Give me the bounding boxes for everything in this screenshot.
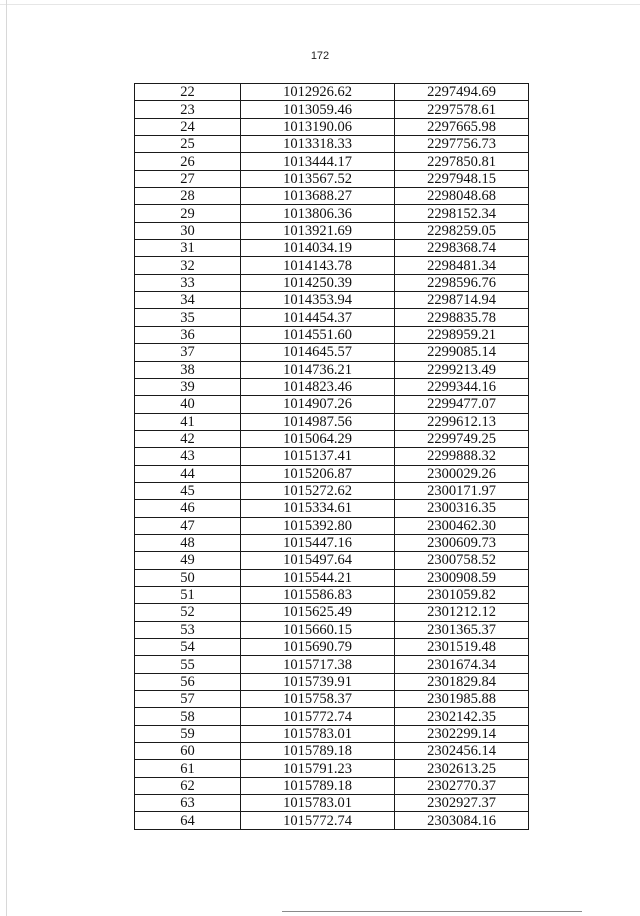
point-number-cell: 39	[135, 378, 241, 395]
table-row	[135, 292, 529, 309]
table-row	[135, 344, 529, 361]
y-coordinate-cell: 2301519.48	[395, 639, 529, 656]
y-coordinate-cell: 2299888.32	[395, 448, 529, 465]
table-row	[135, 760, 529, 777]
table-row	[135, 240, 529, 257]
point-number-cell: 62	[135, 777, 241, 794]
y-coordinate-cell: 2299612.13	[395, 413, 529, 430]
x-coordinate-cell: 1015497.64	[241, 552, 395, 569]
point-number-cell: 48	[135, 534, 241, 551]
y-coordinate-cell: 2297578.61	[395, 101, 529, 118]
table-row	[135, 413, 529, 430]
table-row	[135, 309, 529, 326]
table-row	[135, 205, 529, 222]
table-row	[135, 222, 529, 239]
point-number-cell: 31	[135, 240, 241, 257]
scan-line-bottom	[282, 911, 582, 912]
point-number-cell: 63	[135, 795, 241, 812]
y-coordinate-cell: 2297850.81	[395, 153, 529, 170]
y-coordinate-cell: 2297948.15	[395, 170, 529, 187]
point-number-cell: 23	[135, 101, 241, 118]
point-number-cell: 51	[135, 586, 241, 603]
y-coordinate-cell: 2301365.37	[395, 621, 529, 638]
x-coordinate-cell: 1015137.41	[241, 448, 395, 465]
scan-edge-top	[0, 4, 640, 5]
table-row	[135, 517, 529, 534]
x-coordinate-cell: 1014143.78	[241, 257, 395, 274]
point-number-cell: 55	[135, 656, 241, 673]
y-coordinate-cell: 2297665.98	[395, 118, 529, 135]
table-row	[135, 188, 529, 205]
point-number-cell: 40	[135, 396, 241, 413]
y-coordinate-cell: 2298368.74	[395, 240, 529, 257]
table-row	[135, 430, 529, 447]
y-coordinate-cell: 2300316.35	[395, 500, 529, 517]
x-coordinate-cell: 1013806.36	[241, 205, 395, 222]
y-coordinate-cell: 2300029.26	[395, 465, 529, 482]
table-row	[135, 257, 529, 274]
point-number-cell: 37	[135, 344, 241, 361]
x-coordinate-cell: 1015717.38	[241, 656, 395, 673]
y-coordinate-cell: 2299477.07	[395, 396, 529, 413]
table-row	[135, 326, 529, 343]
x-coordinate-cell: 1015783.01	[241, 795, 395, 812]
point-number-cell: 45	[135, 482, 241, 499]
table-row	[135, 569, 529, 586]
y-coordinate-cell: 2298048.68	[395, 188, 529, 205]
table-row	[135, 84, 529, 101]
x-coordinate-cell: 1015272.62	[241, 482, 395, 499]
table-row	[135, 274, 529, 291]
y-coordinate-cell: 2302770.37	[395, 777, 529, 794]
point-number-cell: 57	[135, 691, 241, 708]
x-coordinate-cell: 1014645.57	[241, 344, 395, 361]
point-number-cell: 59	[135, 725, 241, 742]
point-number-cell: 54	[135, 639, 241, 656]
x-coordinate-cell: 1015392.80	[241, 517, 395, 534]
table-row	[135, 691, 529, 708]
table-row	[135, 552, 529, 569]
y-coordinate-cell: 2299344.16	[395, 378, 529, 395]
point-number-cell: 34	[135, 292, 241, 309]
table-row	[135, 621, 529, 638]
coordinates-table	[134, 83, 529, 830]
x-coordinate-cell: 1013688.27	[241, 188, 395, 205]
point-number-cell: 64	[135, 812, 241, 829]
y-coordinate-cell: 2299085.14	[395, 344, 529, 361]
y-coordinate-cell: 2301059.82	[395, 586, 529, 603]
x-coordinate-cell: 1015586.83	[241, 586, 395, 603]
coordinates-table-body	[135, 84, 529, 830]
point-number-cell: 43	[135, 448, 241, 465]
y-coordinate-cell: 2299213.49	[395, 361, 529, 378]
point-number-cell: 61	[135, 760, 241, 777]
y-coordinate-cell: 2301674.34	[395, 656, 529, 673]
table-row	[135, 448, 529, 465]
y-coordinate-cell: 2302927.37	[395, 795, 529, 812]
table-row	[135, 170, 529, 187]
table-row	[135, 656, 529, 673]
y-coordinate-cell: 2297756.73	[395, 136, 529, 153]
x-coordinate-cell: 1015772.74	[241, 812, 395, 829]
table-row	[135, 777, 529, 794]
point-number-cell: 35	[135, 309, 241, 326]
y-coordinate-cell: 2299749.25	[395, 430, 529, 447]
point-number-cell: 58	[135, 708, 241, 725]
x-coordinate-cell: 1014736.21	[241, 361, 395, 378]
x-coordinate-cell: 1014353.94	[241, 292, 395, 309]
x-coordinate-cell: 1015690.79	[241, 639, 395, 656]
y-coordinate-cell: 2302299.14	[395, 725, 529, 742]
x-coordinate-cell: 1015544.21	[241, 569, 395, 586]
x-coordinate-cell: 1015739.91	[241, 673, 395, 690]
point-number-cell: 27	[135, 170, 241, 187]
x-coordinate-cell: 1015064.29	[241, 430, 395, 447]
y-coordinate-cell: 2301985.88	[395, 691, 529, 708]
point-number-cell: 33	[135, 274, 241, 291]
x-coordinate-cell: 1015772.74	[241, 708, 395, 725]
point-number-cell: 49	[135, 552, 241, 569]
y-coordinate-cell: 2300171.97	[395, 482, 529, 499]
y-coordinate-cell: 2301829.84	[395, 673, 529, 690]
x-coordinate-cell: 1014823.46	[241, 378, 395, 395]
point-number-cell: 38	[135, 361, 241, 378]
y-coordinate-cell: 2297494.69	[395, 84, 529, 101]
point-number-cell: 47	[135, 517, 241, 534]
x-coordinate-cell: 1015660.15	[241, 621, 395, 638]
point-number-cell: 32	[135, 257, 241, 274]
x-coordinate-cell: 1013318.33	[241, 136, 395, 153]
y-coordinate-cell: 2300462.30	[395, 517, 529, 534]
table-row	[135, 101, 529, 118]
point-number-cell: 42	[135, 430, 241, 447]
x-coordinate-cell: 1014907.26	[241, 396, 395, 413]
x-coordinate-cell: 1015447.16	[241, 534, 395, 551]
point-number-cell: 56	[135, 673, 241, 690]
x-coordinate-cell: 1015758.37	[241, 691, 395, 708]
y-coordinate-cell: 2298714.94	[395, 292, 529, 309]
y-coordinate-cell: 2300908.59	[395, 569, 529, 586]
x-coordinate-cell: 1015625.49	[241, 604, 395, 621]
y-coordinate-cell: 2298596.76	[395, 274, 529, 291]
point-number-cell: 30	[135, 222, 241, 239]
point-number-cell: 44	[135, 465, 241, 482]
x-coordinate-cell: 1013059.46	[241, 101, 395, 118]
table-row	[135, 500, 529, 517]
y-coordinate-cell: 2298152.34	[395, 205, 529, 222]
x-coordinate-cell: 1014987.56	[241, 413, 395, 430]
point-number-cell: 53	[135, 621, 241, 638]
x-coordinate-cell: 1015791.23	[241, 760, 395, 777]
table-row	[135, 534, 529, 551]
x-coordinate-cell: 1015206.87	[241, 465, 395, 482]
y-coordinate-cell: 2301212.12	[395, 604, 529, 621]
table-row	[135, 812, 529, 829]
point-number-cell: 28	[135, 188, 241, 205]
point-number-cell: 25	[135, 136, 241, 153]
table-row	[135, 743, 529, 760]
y-coordinate-cell: 2302142.35	[395, 708, 529, 725]
table-row	[135, 153, 529, 170]
x-coordinate-cell: 1013190.06	[241, 118, 395, 135]
point-number-cell: 50	[135, 569, 241, 586]
y-coordinate-cell: 2302613.25	[395, 760, 529, 777]
y-coordinate-cell: 2302456.14	[395, 743, 529, 760]
point-number-cell: 36	[135, 326, 241, 343]
y-coordinate-cell: 2300758.52	[395, 552, 529, 569]
table-row	[135, 396, 529, 413]
y-coordinate-cell: 2300609.73	[395, 534, 529, 551]
x-coordinate-cell: 1012926.62	[241, 84, 395, 101]
table-row	[135, 725, 529, 742]
table-row	[135, 604, 529, 621]
point-number-cell: 52	[135, 604, 241, 621]
x-coordinate-cell: 1015789.18	[241, 743, 395, 760]
x-coordinate-cell: 1015783.01	[241, 725, 395, 742]
table-row	[135, 361, 529, 378]
table-row	[135, 673, 529, 690]
table-row	[135, 378, 529, 395]
x-coordinate-cell: 1013444.17	[241, 153, 395, 170]
x-coordinate-cell: 1015334.61	[241, 500, 395, 517]
table-row	[135, 639, 529, 656]
x-coordinate-cell: 1013921.69	[241, 222, 395, 239]
table-row	[135, 482, 529, 499]
point-number-cell: 29	[135, 205, 241, 222]
point-number-cell: 22	[135, 84, 241, 101]
x-coordinate-cell: 1015789.18	[241, 777, 395, 794]
point-number-cell: 26	[135, 153, 241, 170]
table-row	[135, 708, 529, 725]
table-row	[135, 465, 529, 482]
x-coordinate-cell: 1014454.37	[241, 309, 395, 326]
y-coordinate-cell: 2298835.78	[395, 309, 529, 326]
y-coordinate-cell: 2303084.16	[395, 812, 529, 829]
table-row	[135, 118, 529, 135]
x-coordinate-cell: 1014250.39	[241, 274, 395, 291]
page-number: 172	[310, 50, 330, 62]
x-coordinate-cell: 1013567.52	[241, 170, 395, 187]
point-number-cell: 46	[135, 500, 241, 517]
table-row	[135, 136, 529, 153]
y-coordinate-cell: 2298481.34	[395, 257, 529, 274]
x-coordinate-cell: 1014551.60	[241, 326, 395, 343]
point-number-cell: 60	[135, 743, 241, 760]
point-number-cell: 24	[135, 118, 241, 135]
table-row	[135, 795, 529, 812]
scan-edge-left	[6, 0, 7, 916]
point-number-cell: 41	[135, 413, 241, 430]
table-row	[135, 586, 529, 603]
y-coordinate-cell: 2298259.05	[395, 222, 529, 239]
x-coordinate-cell: 1014034.19	[241, 240, 395, 257]
y-coordinate-cell: 2298959.21	[395, 326, 529, 343]
